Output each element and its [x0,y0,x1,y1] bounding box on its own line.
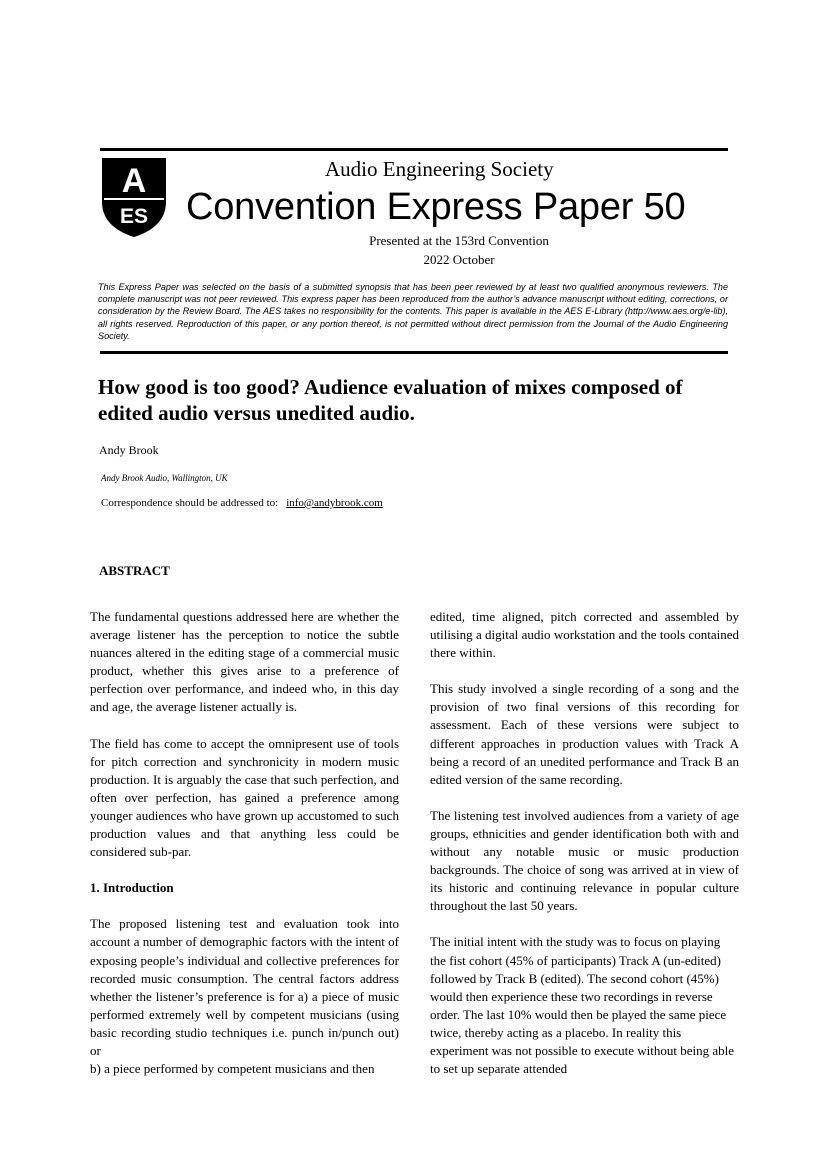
correspondence-line [101,497,383,509]
header-bottom-rule [100,351,728,354]
convention-date: 2022 October [423,252,495,267]
paragraph: edited, time aligned, pitch corrected and assembled by utilising a digital audio workstation and the tools contained there within. [430,609,739,661]
express-paper-disclaimer: This Express Paper was selected on the basis of a submitted synopsis that has been peer reviewed by at least two qualified anonymous reviewers. The complete manuscript was not peer reviewed. This express paper has been reproduced from the author’s advance manuscript without editing, corrections, or consideration by the Review Board. The AES takes no responsibility for the contents. This paper is available in the AES E-Library (http://www.aes.org/e-lib), all rights reserved. Reproduction of this paper, or any portion thereof, is not permitted without direct permission from the Journal of the Audio Engineering Society. [98,282,728,341]
paragraph: The initial intent with the study was to focus on playing the fist cohort (45% of participants) Track A (un-edited) followed by Track B (edited). The second cohort (45%) would then experience these two recordings in reverse order. The last 10% would then be played the same piece twice, thereby acting as a placebo. In reality this experiment was not possible to execute without being able to set up separate attended [430,934,734,1077]
paragraph: This study involved a single recording of a song and the provision of two final versions of this recording for assessment. Each of these versions were subject to different approaches in production values with Track A being a record of an unedited performance and Track B an edited version of the same recording. [430,681,739,787]
author-name: Andy Brook [99,443,159,457]
section-heading-introduction: 1. Introduction [90,880,174,896]
abstract-heading: ABSTRACT [99,563,170,578]
header-top-rule [100,148,728,151]
correspondence-label: Correspondence should be addressed to: [101,497,279,509]
paragraph: b) a piece performed by competent musicians and then [90,1061,375,1077]
paragraph: The field has come to accept the omnipresent use of tools for pitch correction and synchronicity in modern music production. It is arguably the case that such perfection, and often over perfection, has gained a preference among younger audiences who have grown up accustomed to such production values and that anything less could be considered sub-par. [90,735,399,860]
correspondence-email-link[interactable]: info@andybrook.com [286,497,383,509]
svg-text:A: A [121,162,147,200]
left-column [90,608,399,1078]
paragraph: The fundamental questions addressed here are whether the average listener has the perception to notice the subtle nuances altered in the editing stage of a commercial music product, whether this gives arise to a preference of perfection over performance, and indeed who, in this day and age, the average listener actually is. [90,609,399,715]
right-column [430,608,739,1078]
presented-at: Presented at the 153rd Convention [369,233,549,248]
aes-logo [100,156,168,238]
society-name: Audio Engineering Society [325,157,554,181]
svg-text:ES: ES [119,205,149,228]
paragraph: The proposed listening test and evaluation took into account a number of demographic factors with the intent of exposing people’s individual and collective preferences for recorded music consumption. The central factors address whether the listener’s preference is for a) a piece of music performed extremely well by competent musicians (using basic recording studio techniques i.e. punch in/punch out) or [90,916,399,1058]
paragraph: The listening test involved audiences from a variety of age groups, ethnicities and gender identification both with and without any notable music or music production backgrounds. The choice of song was arrived at in view of its historic and continuing relevance in popular culture throughout the last 50 years. [430,807,739,914]
paper-title: How good is too good? Audience evaluation of mixes composed of edited audio versus unedited audio. [98,375,683,425]
author-affiliation: Andy Brook Audio, Wallington, UK [101,473,228,483]
convention-title: Convention Express Paper 50 [186,186,686,228]
